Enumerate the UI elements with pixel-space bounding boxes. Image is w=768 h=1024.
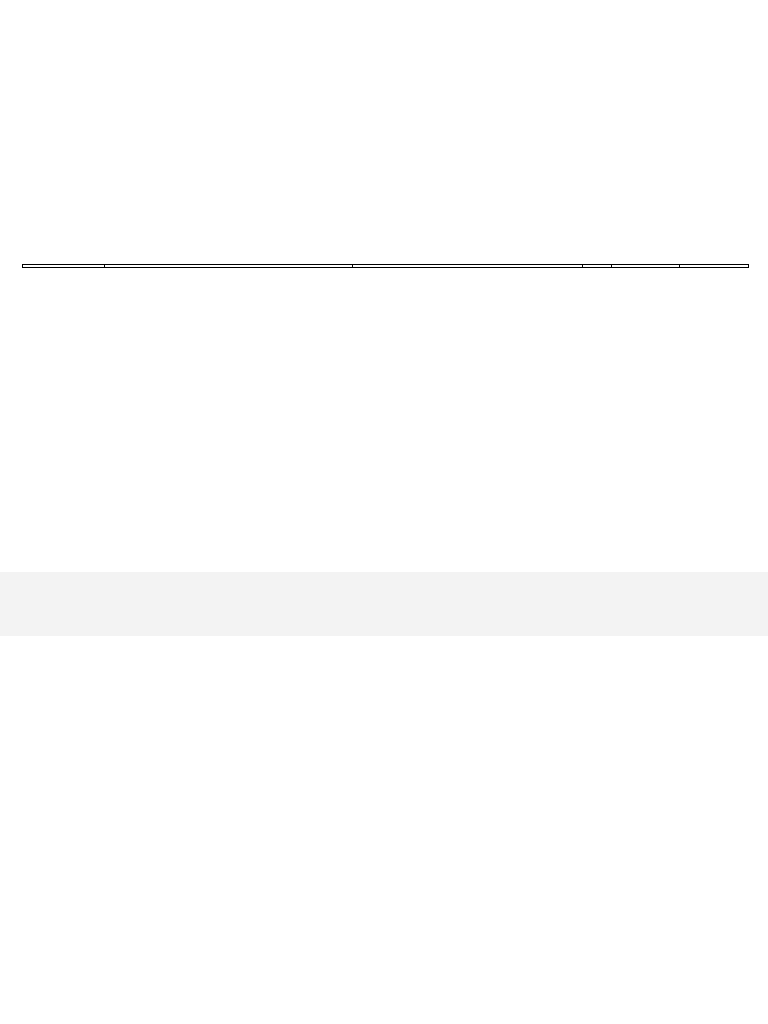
header-content xyxy=(105,265,353,268)
header-week xyxy=(612,265,680,268)
table-header-row xyxy=(23,265,749,268)
page-2 xyxy=(0,636,768,1024)
page-gap xyxy=(0,572,768,636)
header-competences xyxy=(353,265,583,268)
header-hours xyxy=(583,265,612,268)
header-unit xyxy=(23,265,105,268)
header-observations xyxy=(680,265,749,268)
document-title-block xyxy=(0,179,768,182)
planning-table-page-1 xyxy=(22,264,749,268)
